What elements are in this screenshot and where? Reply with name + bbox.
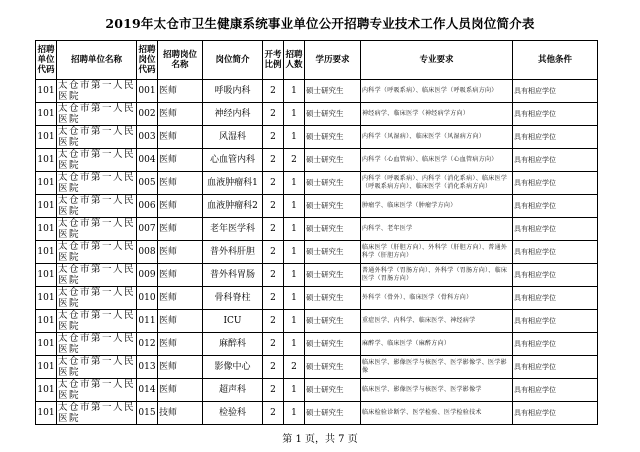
unit-name-cell: 太仓市第一人民医院	[58, 264, 136, 286]
unit-code-cell: 101	[36, 80, 57, 103]
unit-code-cell: 101	[36, 103, 57, 126]
major-cell: 临床医学、影像医学与核医学、医学影像学、医学影像	[361, 356, 513, 379]
header-ratio: 开考比例	[263, 41, 284, 80]
table-row	[36, 333, 598, 356]
post-desc-cell: 风湿科	[203, 126, 263, 149]
count-cell: 1	[284, 310, 305, 333]
unit-name-cell: 太仓市第一人民医院	[58, 126, 136, 148]
post-desc-cell: 骨科脊柱	[203, 287, 263, 310]
unit-name-cell: 太仓市第一人民医院	[58, 356, 136, 378]
table-row	[36, 126, 598, 149]
unit-name-cell: 太仓市第一人民医院	[58, 218, 136, 240]
count-cell: 1	[284, 379, 305, 402]
unit-name-cell: 太仓市第一人民医院	[58, 333, 136, 355]
unit-name-cell: 太仓市第一人民医院	[58, 241, 136, 263]
header-major: 专业要求	[361, 41, 513, 80]
post-desc-cell: 检验科	[203, 402, 263, 425]
education-cell: 硕士研究生	[305, 218, 361, 241]
major-cell: 内科学（心血管病）、临床医学（心血管病方向）	[361, 149, 513, 172]
unit-name-cell: 太仓市第一人民医院	[58, 402, 136, 424]
post-desc-cell: 超声科	[203, 379, 263, 402]
count-cell: 1	[284, 333, 305, 356]
unit-code-cell: 101	[36, 149, 57, 172]
post-name-cell: 医师	[158, 218, 203, 241]
table-row	[36, 241, 598, 264]
post-name-cell: 医师	[158, 126, 203, 149]
post-code-cell: 011	[137, 310, 158, 333]
other-cell: 具有相应学位	[513, 172, 598, 195]
ratio-cell: 2	[263, 356, 284, 379]
ratio-cell: 2	[263, 149, 284, 172]
table-header-row	[36, 41, 598, 80]
post-code-cell: 010	[137, 287, 158, 310]
other-cell: 具有相应学位	[513, 264, 598, 287]
ratio-cell: 2	[263, 126, 284, 149]
header-education: 学历要求	[305, 41, 361, 80]
post-name-cell: 医师	[158, 379, 203, 402]
ratio-cell: 2	[263, 195, 284, 218]
ratio-cell: 2	[263, 103, 284, 126]
unit-code-cell: 101	[36, 402, 57, 425]
header-unit-code: 招聘单位代码	[36, 41, 57, 80]
count-cell: 2	[284, 356, 305, 379]
table-row	[36, 264, 598, 287]
post-code-cell: 015	[137, 402, 158, 425]
post-code-cell: 004	[137, 149, 158, 172]
count-cell: 1	[284, 218, 305, 241]
post-desc-cell: 神经内科	[203, 103, 263, 126]
post-code-cell: 008	[137, 241, 158, 264]
unit-code-cell: 101	[36, 241, 57, 264]
unit-code-cell: 101	[36, 218, 57, 241]
post-name-cell: 医师	[158, 310, 203, 333]
major-cell: 麻醉学、临床医学（麻醉方向）	[361, 333, 513, 356]
post-code-cell: 005	[137, 172, 158, 195]
major-cell: 普通外科学（胃肠方向）、外科学（胃肠方向）、临床医学（胃肠方向）	[361, 264, 513, 287]
ratio-cell: 2	[263, 80, 284, 103]
post-desc-cell: 血液肿瘤科1	[203, 172, 263, 195]
post-code-cell: 007	[137, 218, 158, 241]
unit-name-cell: 太仓市第一人民医院	[58, 149, 136, 171]
unit-name-cell: 太仓市第一人民医院	[58, 172, 136, 194]
other-cell: 具有相应学位	[513, 80, 598, 103]
unit-code-cell: 101	[36, 379, 57, 402]
major-cell: 外科学（骨外）、临床医学（骨科方向）	[361, 287, 513, 310]
unit-name-cell: 太仓市第一人民医院	[58, 287, 136, 309]
post-code-cell: 006	[137, 195, 158, 218]
unit-code-cell: 101	[36, 287, 57, 310]
header-count: 招聘人数	[284, 41, 305, 80]
major-cell: 内科学、老年医学	[361, 218, 513, 241]
education-cell: 硕士研究生	[305, 310, 361, 333]
education-cell: 硕士研究生	[305, 195, 361, 218]
post-desc-cell: ICU	[203, 310, 263, 333]
table-row	[36, 287, 598, 310]
page-title: 2019年太仓市卫生健康系统事业单位公开招聘专业技术工作人员岗位简介表	[105, 16, 535, 31]
ratio-cell: 2	[263, 379, 284, 402]
table-row	[36, 402, 598, 425]
post-name-cell: 医师	[158, 333, 203, 356]
other-cell: 具有相应学位	[513, 103, 598, 126]
unit-code-cell: 101	[36, 310, 57, 333]
post-name-cell: 医师	[158, 356, 203, 379]
unit-code-cell: 101	[36, 356, 57, 379]
unit-name-cell: 太仓市第一人民医院	[58, 310, 136, 332]
count-cell: 1	[284, 103, 305, 126]
ratio-cell: 2	[263, 241, 284, 264]
table-row	[36, 172, 598, 195]
ratio-cell: 2	[263, 218, 284, 241]
other-cell: 具有相应学位	[513, 356, 598, 379]
header-post-code: 招聘岗位代码	[137, 41, 158, 80]
education-cell: 硕士研究生	[305, 241, 361, 264]
major-cell: 重症医学、内科学、临床医学、神经病学	[361, 310, 513, 333]
post-name-cell: 医师	[158, 80, 203, 103]
other-cell: 具有相应学位	[513, 379, 598, 402]
count-cell: 1	[284, 402, 305, 425]
post-desc-cell: 呼吸内科	[203, 80, 263, 103]
other-cell: 具有相应学位	[513, 333, 598, 356]
post-code-cell: 003	[137, 126, 158, 149]
other-cell: 具有相应学位	[513, 287, 598, 310]
major-cell: 肿瘤学、临床医学（肿瘤学方向）	[361, 195, 513, 218]
post-desc-cell: 影像中心	[203, 356, 263, 379]
major-cell: 临床医学、影像医学与核医学、医学影像学	[361, 379, 513, 402]
post-name-cell: 医师	[158, 103, 203, 126]
count-cell: 1	[284, 126, 305, 149]
education-cell: 硕士研究生	[305, 126, 361, 149]
post-name-cell: 技师	[158, 402, 203, 425]
major-cell: 临床检验诊断学、医学检验、医学检验技术	[361, 402, 513, 425]
major-cell: 内科学（风湿病）、临床医学（风湿病方向）	[361, 126, 513, 149]
header-other: 其他条件	[513, 41, 598, 80]
ratio-cell: 2	[263, 310, 284, 333]
post-name-cell: 医师	[158, 287, 203, 310]
other-cell: 具有相应学位	[513, 241, 598, 264]
post-desc-cell: 老年医学科	[203, 218, 263, 241]
education-cell: 硕士研究生	[305, 379, 361, 402]
ratio-cell: 2	[263, 287, 284, 310]
table-row	[36, 80, 598, 103]
post-code-cell: 009	[137, 264, 158, 287]
major-cell: 内科学（呼吸系病）、内科学（消化系病）、临床医学（呼吸系病方向）、临床医学（消化系病方向）	[361, 172, 513, 195]
table-row	[36, 103, 598, 126]
count-cell: 1	[284, 172, 305, 195]
table-row	[36, 356, 598, 379]
header-post-desc: 岗位简介	[203, 41, 263, 80]
other-cell: 具有相应学位	[513, 402, 598, 425]
table-row	[36, 310, 598, 333]
education-cell: 硕士研究生	[305, 80, 361, 103]
post-code-cell: 013	[137, 356, 158, 379]
unit-code-cell: 101	[36, 333, 57, 356]
post-desc-cell: 普外科胃肠	[203, 264, 263, 287]
table-row	[36, 149, 598, 172]
post-code-cell: 001	[137, 80, 158, 103]
count-cell: 1	[284, 287, 305, 310]
unit-code-cell: 101	[36, 195, 57, 218]
other-cell: 具有相应学位	[513, 126, 598, 149]
post-name-cell: 医师	[158, 264, 203, 287]
count-cell: 1	[284, 80, 305, 103]
unit-code-cell: 101	[36, 172, 57, 195]
positions-table	[35, 40, 598, 425]
other-cell: 具有相应学位	[513, 218, 598, 241]
other-cell: 具有相应学位	[513, 195, 598, 218]
post-desc-cell: 血液肿瘤科2	[203, 195, 263, 218]
post-name-cell: 医师	[158, 172, 203, 195]
page-number: 第 1 页，共 7 页	[282, 434, 358, 445]
count-cell: 2	[284, 149, 305, 172]
other-cell: 具有相应学位	[513, 310, 598, 333]
header-post-name: 招聘岗位名称	[158, 41, 203, 80]
table-row	[36, 379, 598, 402]
education-cell: 硕士研究生	[305, 356, 361, 379]
count-cell: 1	[284, 241, 305, 264]
education-cell: 硕士研究生	[305, 287, 361, 310]
ratio-cell: 2	[263, 333, 284, 356]
post-desc-cell: 心血管内科	[203, 149, 263, 172]
education-cell: 硕士研究生	[305, 149, 361, 172]
header-unit-name: 招聘单位名称	[57, 41, 137, 80]
education-cell: 硕士研究生	[305, 333, 361, 356]
unit-code-cell: 101	[36, 264, 57, 287]
table-row	[36, 218, 598, 241]
count-cell: 1	[284, 195, 305, 218]
major-cell: 内科学（呼吸系病）、临床医学（呼吸系病方向）	[361, 80, 513, 103]
major-cell: 临床医学（肝胆方向）、外科学（肝胆方向）、普通外科学（肝胆方向）	[361, 241, 513, 264]
education-cell: 硕士研究生	[305, 172, 361, 195]
ratio-cell: 2	[263, 264, 284, 287]
ratio-cell: 2	[263, 402, 284, 425]
education-cell: 硕士研究生	[305, 264, 361, 287]
post-code-cell: 002	[137, 103, 158, 126]
unit-name-cell: 太仓市第一人民医院	[58, 103, 136, 125]
count-cell: 1	[284, 264, 305, 287]
education-cell: 硕士研究生	[305, 402, 361, 425]
post-name-cell: 医师	[158, 241, 203, 264]
post-code-cell: 012	[137, 333, 158, 356]
unit-name-cell: 太仓市第一人民医院	[58, 379, 136, 401]
major-cell: 神经病学、临床医学（神经病学方向）	[361, 103, 513, 126]
post-name-cell: 医师	[158, 149, 203, 172]
post-name-cell: 医师	[158, 195, 203, 218]
post-code-cell: 014	[137, 379, 158, 402]
unit-name-cell: 太仓市第一人民医院	[58, 195, 136, 217]
education-cell: 硕士研究生	[305, 103, 361, 126]
post-desc-cell: 普外科肝胆	[203, 241, 263, 264]
other-cell: 具有相应学位	[513, 149, 598, 172]
ratio-cell: 2	[263, 172, 284, 195]
post-desc-cell: 麻醉科	[203, 333, 263, 356]
unit-name-cell: 太仓市第一人民医院	[58, 80, 136, 102]
unit-code-cell: 101	[36, 126, 57, 149]
table-row	[36, 195, 598, 218]
